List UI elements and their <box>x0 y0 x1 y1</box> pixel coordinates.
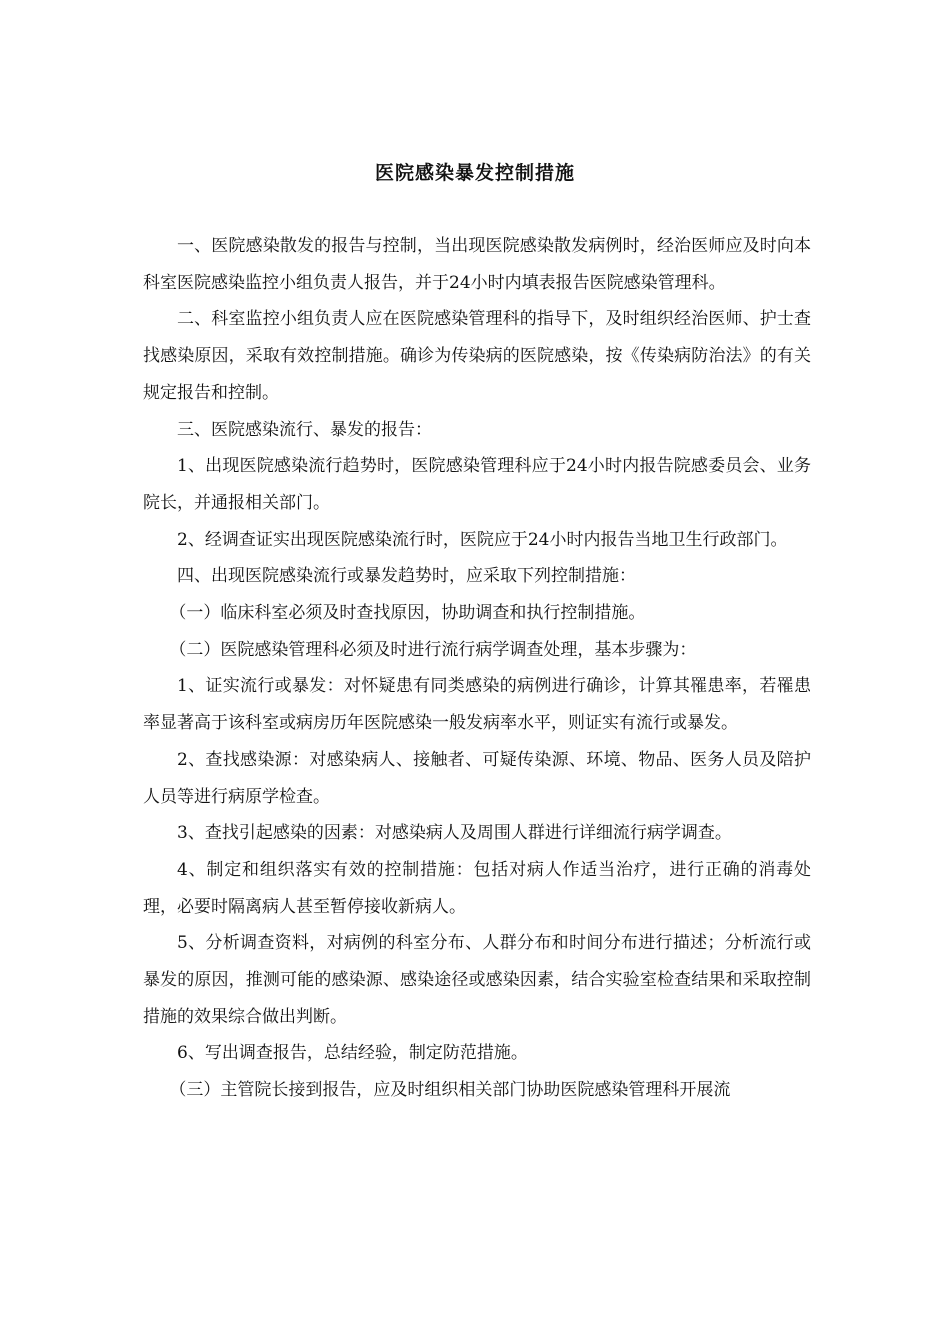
paragraph-12: 4、制定和组织落实有效的控制措施：包括对病人作适当治疗，进行正确的消毒处理，必要时隔离病人甚至暂停接收新病人。 <box>143 859 811 917</box>
paragraph-8: （二）医院感染管理科必须及时进行流行病学调查处理，基本步骤为： <box>169 639 697 660</box>
paragraph-5: 2、经调查证实出现医院感染流行时，医院应于24小时内报告当地卫生行政部门。 <box>177 529 788 550</box>
document-body <box>143 228 811 1109</box>
paragraph-14: 6、写出调查报告，总结经验，制定防范措施。 <box>177 1043 528 1064</box>
paragraph-15: （三）主管院长接到报告，应及时组织相关部门协助医院感染管理科开展流 <box>169 1080 731 1101</box>
paragraph-2: 二、科室监控小组负责人应在医院感染管理科的指导下，及时组织经治医师、护士查找感染原因，采取有效控制措施。确诊为传染病的医院感染，按《传染病防治法》的有关规定报告和控制。 <box>143 309 811 403</box>
paragraph-7: （一）临床科室必须及时查找原因，协助调查和执行控制措施。 <box>169 603 646 624</box>
paragraph-1: 一、医院感染散发的报告与控制，当出现医院感染散发病例时，经治医师应及时向本科室医院感染监控小组负责人报告，并于24小时内填表报告医院感染管理科。 <box>143 236 811 293</box>
paragraph-13: 5、分析调查资料，对病例的科室分布、人群分布和时间分布进行描述；分析流行或暴发的原因，推测可能的感染源、感染途径或感染因素，结合实验室检查结果和采取控制措施的效果综合做出判断。 <box>143 933 811 1027</box>
paragraph-10: 2、查找感染源：对感染病人、接触者、可疑传染源、环境、物品、医务人员及陪护人员等进行病原学检查。 <box>143 749 811 807</box>
paragraph-6: 四、出现医院感染流行或暴发趋势时，应采取下列控制措施： <box>177 566 636 587</box>
paragraph-11: 3、查找引起感染的因素：对感染病人及周围人群进行详细流行病学调查。 <box>177 823 732 844</box>
document-title: 医院感染暴发控制措施 <box>374 162 575 184</box>
paragraph-4: 1、出现医院感染流行趋势时，医院感染管理科应于24小时内报告院感委员会、业务院长，并通报相关部门。 <box>143 456 811 513</box>
paragraph-9: 1、证实流行或暴发：对怀疑患有同类感染的病例进行确诊，计算其罹患率，若罹患率显著高于该科室或病房历年医院感染一般发病率水平，则证实有流行或暴发。 <box>143 676 811 734</box>
paragraph-3: 三、医院感染流行、暴发的报告： <box>177 419 432 440</box>
